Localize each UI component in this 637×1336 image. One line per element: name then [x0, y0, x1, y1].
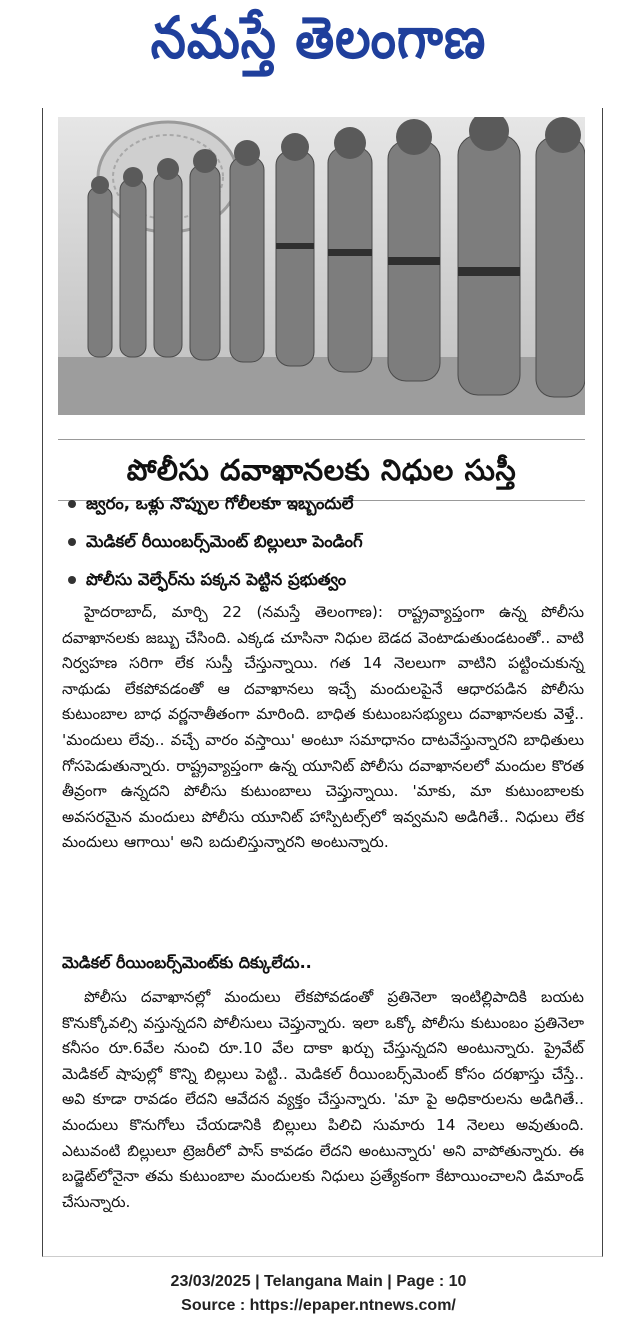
bullet-icon	[68, 500, 76, 508]
article-paragraph-1: హైదరాబాద్, మార్చి 22 (నమస్తే తెలంగాణ): రాష్ట్రవ్యాప్తంగా ఉన్న పోలీసు దవాఖానలకు జబ్బు చేసింది. ఎక్కడ చూసినా నిధుల బెడద వెంటాడుతుండటంతో.. వాటి నిర్వహణ సరిగా లేక సుస్తీ చేస్తున్నాయి. గత 14 నెలలుగా వాటిని పట్టించుకున్న నాథుడు లేకపోవడంతో ఆ దవాఖానలు ఇచ్చే మందులపైనే ఆధారపడిన పోలీసు కుటుంబాల బాధ వర్ణనాతీతంగా మారింది. బాధిత కుటుంబసభ్యులు దవాఖానలకు వెళ్తే.. 'మందులు లేవు.. వచ్చే వారం వస్తాయి' అంటూ సమాధానం దాటవేస్తున్నారని బాధితులు గోసపెడుతున్నారు. రాష్ట్రవ్యాప్తంగా ఉన్న యూనిట్ పోలీసు దవాఖానలలో మందుల కొరత తీవ్రంగా ఉన్నదని పోలీసు కుటుంబాలు చెప్తున్నాయి. 'మాకు, మా కుటుంబాలకు అవసరమైన మందులు పోలీసు యూనిట్ హాస్పిటల్స్‌లో ఇవ్వమని అడిగితే.. నిధులు లేక మందులు ఆగాయి' అని బదులిస్తున్నారని అంటున్నారు.	[62, 603, 584, 852]
footer-source-link[interactable]: Source : https://epaper.ntnews.com/	[181, 1297, 456, 1314]
article-paragraph-2: పోలీసు దవాఖానల్లో మందులు లేకపోవడంతో ప్రతినెలా ఇంటిల్లిపాదికి బయట కొనుక్కోవల్సి వస్తున్నదని పోలీసులు చెప్తున్నారు. ఇలా ఒక్కో పోలీసు కుటుంబం ప్రతినెలా కనీసం రూ.6వేల నుంచి రూ.10 వేల దాకా ఖర్చు చేస్తున్నదని అంటున్నారు. ప్రైవేట్ మెడికల్ షాపుల్లో కొన్ని బిల్లులు పెట్టి.. మెడికల్ రీయింబర్స్‌మెంట్ కోసం దరఖాస్తు చేస్తే.. అవి కూడా రావడం లేదని ఆవేదన వ్యక్తం చేస్తున్నారు. 'మా పై అధికారులను అడిగితే.. మందులు కొనుగోలు చేయడానికి బిల్లులు పిలిచి సుమారు 14 నెలలు అవుతుంది. ఎటువంటి బిల్లులూ ట్రెజరీలో పాస్ కావడం లేదని అంటున్నారు' అని వాపోతున్నారు. ఈ బడ్జెట్‌లోనైనా తమ కుటుంబాల మందులకు నిధులు ప్రత్యేకంగా కేటాయించాలని డిమాండ్ చేసున్నారు.	[62, 988, 584, 1211]
bullet-text: పోలీసు వెల్ఫేర్‌ను పక్కన పెట్టిన ప్రభుత్వం	[86, 570, 347, 589]
page-footer	[0, 1270, 637, 1318]
bullet-item	[62, 561, 582, 599]
bullet-icon	[68, 576, 76, 584]
footer-edition-info: 23/03/2025 | Telangana Main | Page : 10	[170, 1273, 467, 1290]
article-headline: పోలీసు దవాఖానలకు నిధుల సుస్తీ	[58, 439, 585, 501]
bullet-icon	[68, 538, 76, 546]
article-bullets	[62, 485, 582, 599]
bullet-item	[62, 523, 582, 561]
newspaper-logo: నమస్తే తెలంగాణ	[150, 3, 487, 72]
bullet-text: జ్వరం, ఒళ్లు నొప్పుల గోలీలకూ ఇబ్బందులే	[86, 494, 354, 513]
article-subheading: మెడికల్ రీయింబర్స్‌మెంట్‌కు దిక్కులేదు..	[62, 953, 312, 972]
bullet-item	[62, 485, 582, 523]
masthead	[0, 0, 637, 110]
article-photo	[58, 117, 585, 415]
bullet-text: మెడికల్ రీయింబర్స్‌మెంట్ బిల్లులూ పెండింగ్	[86, 532, 363, 551]
